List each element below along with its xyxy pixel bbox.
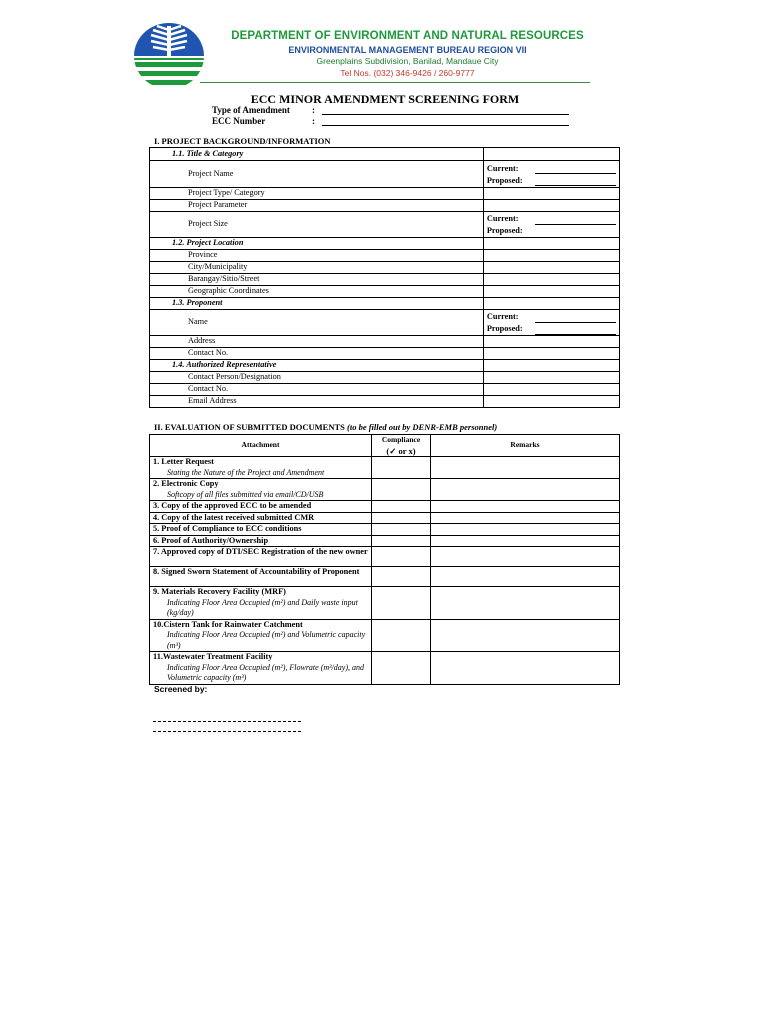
remarks-cell[interactable] [431, 587, 620, 620]
project-name-label: Project Name [150, 161, 484, 188]
compliance-cell[interactable] [372, 535, 431, 547]
attachment-cell [150, 587, 372, 620]
project-parameter-label: Project Parameter [150, 200, 484, 212]
rep-contact-no-label: Contact No. [150, 384, 484, 396]
ecc-number-field[interactable] [322, 116, 569, 126]
geo-coordinates-label: Geographic Coordinates [150, 286, 484, 298]
table-row [150, 457, 620, 479]
attachment-description: Softcopy of all files submitted via email/CD/USB [167, 489, 324, 499]
table-row [150, 501, 620, 513]
attachment-title: 2. Electronic Copy [153, 479, 219, 488]
compliance-cell[interactable] [372, 524, 431, 536]
address-field[interactable] [483, 336, 619, 348]
telephone-numbers: Tel Nos. (032) 346-9426 / 260-9777 [340, 68, 475, 78]
attachment-cell [150, 479, 372, 501]
remarks-cell[interactable] [431, 535, 620, 547]
attachment-cell [150, 512, 372, 524]
email-address-field[interactable] [483, 396, 619, 408]
attachment-description: Indicating Floor Area Occupied (m²) and Volumetric capacity (m³) [167, 630, 366, 650]
bureau-name: ENVIRONMENTAL MANAGEMENT BUREAU REGION VII [288, 45, 527, 55]
attachment-cell [150, 652, 372, 685]
compliance-cell[interactable] [372, 479, 431, 501]
remarks-header: Remarks [431, 435, 620, 457]
barangay-field[interactable] [483, 274, 619, 286]
denr-logo-icon [133, 22, 205, 90]
attachment-title: 1. Letter Request [153, 457, 214, 466]
city-label: City/Municipality [150, 262, 484, 274]
contact-no-label: Contact No. [150, 348, 484, 360]
email-address-label: Email Address [150, 396, 484, 408]
contact-no-field[interactable] [483, 348, 619, 360]
table-row [150, 479, 620, 501]
attachment-title: 10.Cistern Tank for Rainwater Catchment [153, 619, 303, 629]
compliance-cell[interactable] [372, 512, 431, 524]
compliance-cell[interactable] [372, 619, 431, 652]
section-1-4-heading: 1.4. Authorized Representative [150, 360, 484, 372]
attachment-title: 7. Approved copy of DTI/SEC Registration of the new owner [153, 547, 368, 556]
remarks-cell[interactable] [431, 567, 620, 587]
remarks-cell[interactable] [431, 512, 620, 524]
contact-person-field[interactable] [483, 372, 619, 384]
contact-person-label: Contact Person/Designation [150, 372, 484, 384]
project-type-field[interactable] [483, 188, 619, 200]
attachment-cell [150, 457, 372, 479]
type-of-amendment-label: Type of Amendment [212, 105, 290, 115]
attachment-cell [150, 547, 372, 567]
table-row [150, 535, 620, 547]
barangay-label: Barangay/Sitio/Street [150, 274, 484, 286]
project-size-label: Project Size [150, 212, 484, 238]
form-title: ECC MINOR AMENDMENT SCREENING FORM [250, 92, 520, 106]
remarks-cell[interactable] [431, 619, 620, 652]
office-address: Greenplains Subdivision, Banilad, Mandaue City [316, 56, 499, 66]
attachment-title: 9. Materials Recovery Facility (MRF) [153, 587, 286, 596]
attachment-description: Stating the Nature of the Project and Amendment [167, 467, 325, 477]
compliance-header: Compliance (✓ or x) [372, 435, 431, 457]
compliance-cell[interactable] [372, 567, 431, 587]
ecc-number-row: ECC Number : [212, 116, 569, 126]
attachment-title: 11.Wastewater Treatment Facility [153, 652, 273, 661]
attachment-cell [150, 524, 372, 536]
table-row [150, 587, 620, 620]
compliance-cell[interactable] [372, 501, 431, 513]
remarks-cell[interactable] [431, 479, 620, 501]
table-row [150, 567, 620, 587]
section-1-title: I. PROJECT BACKGROUND/INFORMATION [154, 136, 331, 146]
designation-line[interactable] [153, 731, 301, 732]
province-label: Province [150, 250, 484, 262]
attachment-description: Indicating Floor Area Occupied (m²) and Daily waste input (kg/day) [167, 597, 358, 617]
remarks-cell[interactable] [431, 457, 620, 479]
compliance-cell[interactable] [372, 652, 431, 685]
remarks-cell[interactable] [431, 524, 620, 536]
project-parameter-field[interactable] [483, 200, 619, 212]
city-field[interactable] [483, 262, 619, 274]
table-row [150, 652, 620, 685]
table-row [150, 524, 620, 536]
table-row [150, 547, 620, 567]
department-name: DEPARTMENT OF ENVIRONMENT AND NATURAL RESOURCES [231, 30, 584, 42]
ecc-number-label: ECC Number [212, 116, 266, 126]
remarks-cell[interactable] [431, 652, 620, 685]
attachment-cell [150, 535, 372, 547]
geo-coordinates-field[interactable] [483, 286, 619, 298]
section-1-2-heading: 1.2. Project Location [150, 238, 484, 250]
attachment-cell [150, 619, 372, 652]
compliance-cell[interactable] [372, 547, 431, 567]
remarks-cell[interactable] [431, 547, 620, 567]
submitted-documents-table [149, 434, 620, 685]
attachment-cell [150, 567, 372, 587]
province-field[interactable] [483, 250, 619, 262]
section-1-3-heading: 1.3. Proponent [150, 298, 484, 310]
compliance-cell[interactable] [372, 457, 431, 479]
project-name-field[interactable]: Current: Proposed: [483, 161, 619, 188]
table-row [150, 512, 620, 524]
attachment-description: Indicating Floor Area Occupied (m²), Flowrate (m³/day), and Volumetric capacity (m³) [167, 662, 364, 682]
header-divider [200, 82, 590, 83]
attachment-cell [150, 501, 372, 513]
section-2-note: (to be filled out by DENR-EMB personnel) [347, 422, 498, 432]
project-background-table [149, 147, 620, 408]
table-row [150, 619, 620, 652]
address-label: Address [150, 336, 484, 348]
project-type-label: Project Type/ Category [150, 188, 484, 200]
attachment-header: Attachment [150, 435, 372, 457]
type-of-amendment-row: Type of Amendment : [212, 105, 569, 115]
screened-by-label: Screened by: [154, 684, 208, 694]
section-1-1-heading: 1.1. Title & Category [150, 148, 484, 161]
attachment-title: 8. Signed Sworn Statement of Accountability of Proponent [153, 567, 360, 576]
project-size-field[interactable]: Current: Proposed: [483, 212, 619, 238]
attachment-title: 6. Proof of Authority/Ownership [153, 535, 269, 545]
compliance-cell[interactable] [372, 587, 431, 620]
section-2-title: II. EVALUATION OF SUBMITTED DOCUMENTS (to be filled out by DENR-EMB personnel) [154, 422, 498, 432]
rep-contact-no-field[interactable] [483, 384, 619, 396]
attachment-title: 3. Copy of the approved ECC to be amended [153, 501, 312, 510]
attachment-title: 5. Proof of Compliance to ECC conditions [153, 524, 302, 533]
signature-line[interactable] [153, 721, 301, 722]
proponent-name-label: Name [150, 310, 484, 336]
proponent-name-field[interactable]: Current: Proposed: [483, 310, 619, 336]
remarks-cell[interactable] [431, 501, 620, 513]
type-of-amendment-field[interactable] [322, 105, 569, 115]
attachment-title: 4. Copy of the latest received submitted CMR [153, 512, 315, 522]
